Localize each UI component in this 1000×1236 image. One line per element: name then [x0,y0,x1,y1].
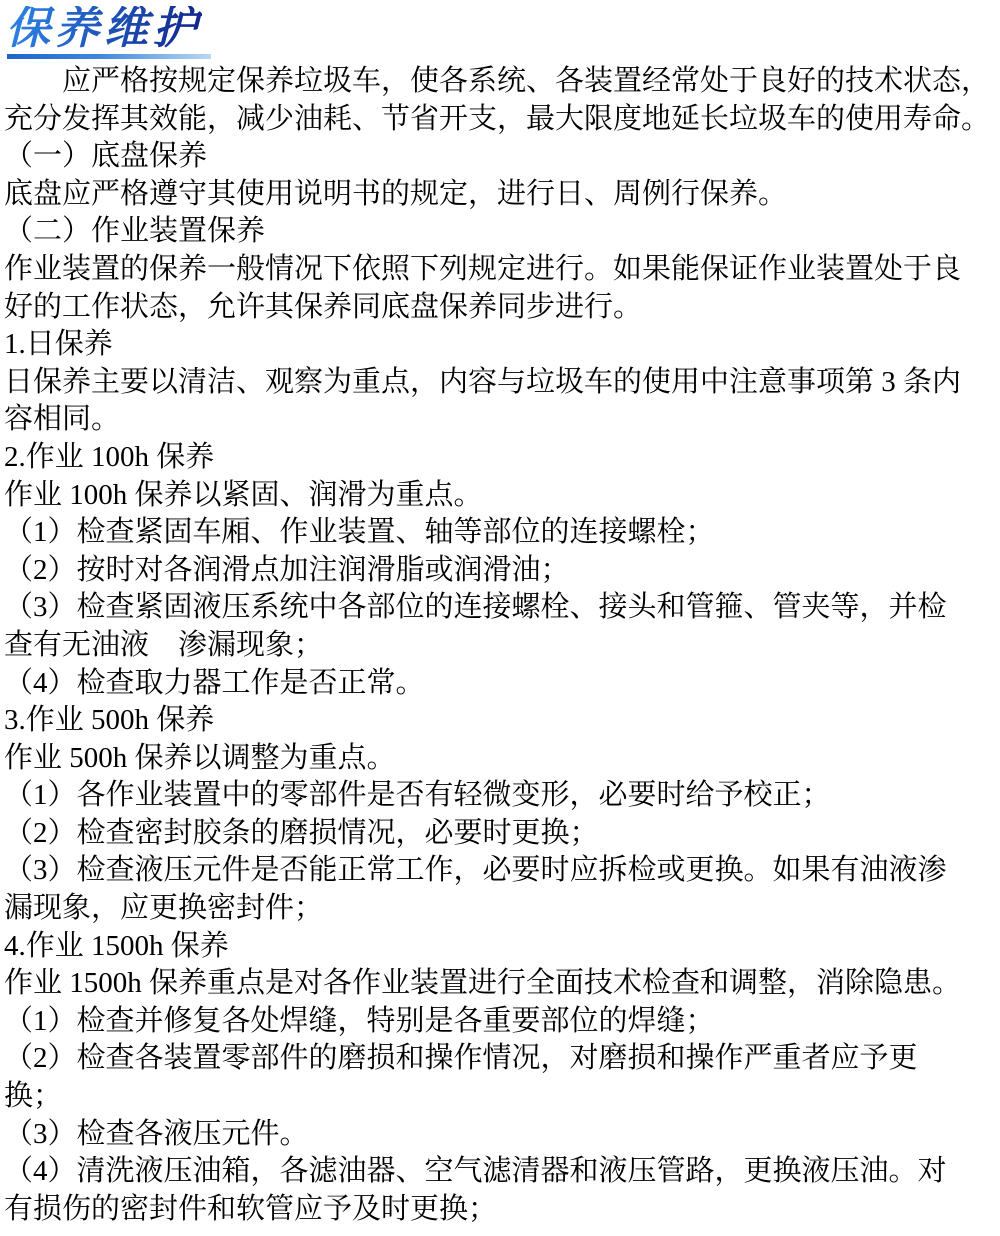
text-line: 底盘应严格遵守其使用说明书的规定，进行日、周例行保养。 [4,177,788,210]
text-line: 作业装置的保养一般情况下依照下列规定进行。如果能保证作业装置处于良 [4,252,962,285]
text-line: （4）清洗液压油箱，各滤油器、空气滤清器和液压管路，更换液压油。对 [4,1155,947,1188]
text-line: （1）检查并修复各处焊缝，特别是各重要部位的焊缝； [4,1004,715,1037]
text-line: （2）检查密封胶条的磨损情况，必要时更换； [4,816,599,849]
text-line: （1）检查紧固车厢、作业装置、轴等部位的连接螺栓； [4,516,715,549]
text-line: 查有无油液 渗漏现象； [4,628,324,661]
text-line: 日保养主要以清洁、观察为重点，内容与垃圾车的使用中注意事项第 3 条内 [4,365,962,398]
text-line: 4.作业 1500h 保养 [4,929,229,962]
text-line: 应严格按规定保养垃圾车，使各系统、各装置经常处于良好的技术状态， [62,65,991,97]
text-line: （3）检查紧固液压系统中各部位的连接螺栓、接头和管箍、管夹等，并检 [4,591,947,624]
text-line: 有损伤的密封件和软管应予及时更换； [4,1192,498,1225]
text-line: 漏现象，应更换密封件； [4,892,324,925]
text-line: 作业 100h 保养以紧固、润滑为重点。 [4,478,483,511]
text-line: （一）底盘保养 [4,140,208,173]
section-header [6,6,211,59]
text-line: （1）各作业装置中的零部件是否有轻微变形，必要时给予校正； [4,779,831,812]
text-line: 好的工作状态，允许其保养同底盘保养同步进行。 [4,290,643,323]
text-line: （二）作业装置保养 [4,215,266,248]
text-line: （3）检查各液压元件。 [4,1117,309,1150]
text-line: （2）检查各装置零部件的磨损和操作情况，对磨损和操作严重者应予更 [4,1042,918,1075]
text-line: 3.作业 500h 保养 [4,704,215,737]
text-line: 1.日保养 [4,328,113,361]
text-line: （2）按时对各润滑点加注润滑脂或润滑油； [4,553,570,586]
text-line: 充分发挥其效能，减少油耗、节省开支，最大限度地延长垃圾车的使用寿命。 [4,102,991,135]
text-line: 作业 1500h 保养重点是对各作业装置进行全面技术检查和调整，消除隐患。 [4,967,962,1000]
text-line: （4）检查取力器工作是否正常。 [4,666,425,699]
text-line: 容相同。 [4,403,121,436]
text-line: 作业 500h 保养以调整为重点。 [4,741,396,774]
page-title: 保养维护 [6,4,202,53]
text-line: 换； [4,1080,63,1113]
text-line: （3）检查液压元件是否能正常工作，必要时应拆检或更换。如果有油液渗 [4,854,947,887]
text-line: 2.作业 100h 保养 [4,440,215,473]
document-body [4,63,996,1228]
title-underline-bar [7,54,211,59]
